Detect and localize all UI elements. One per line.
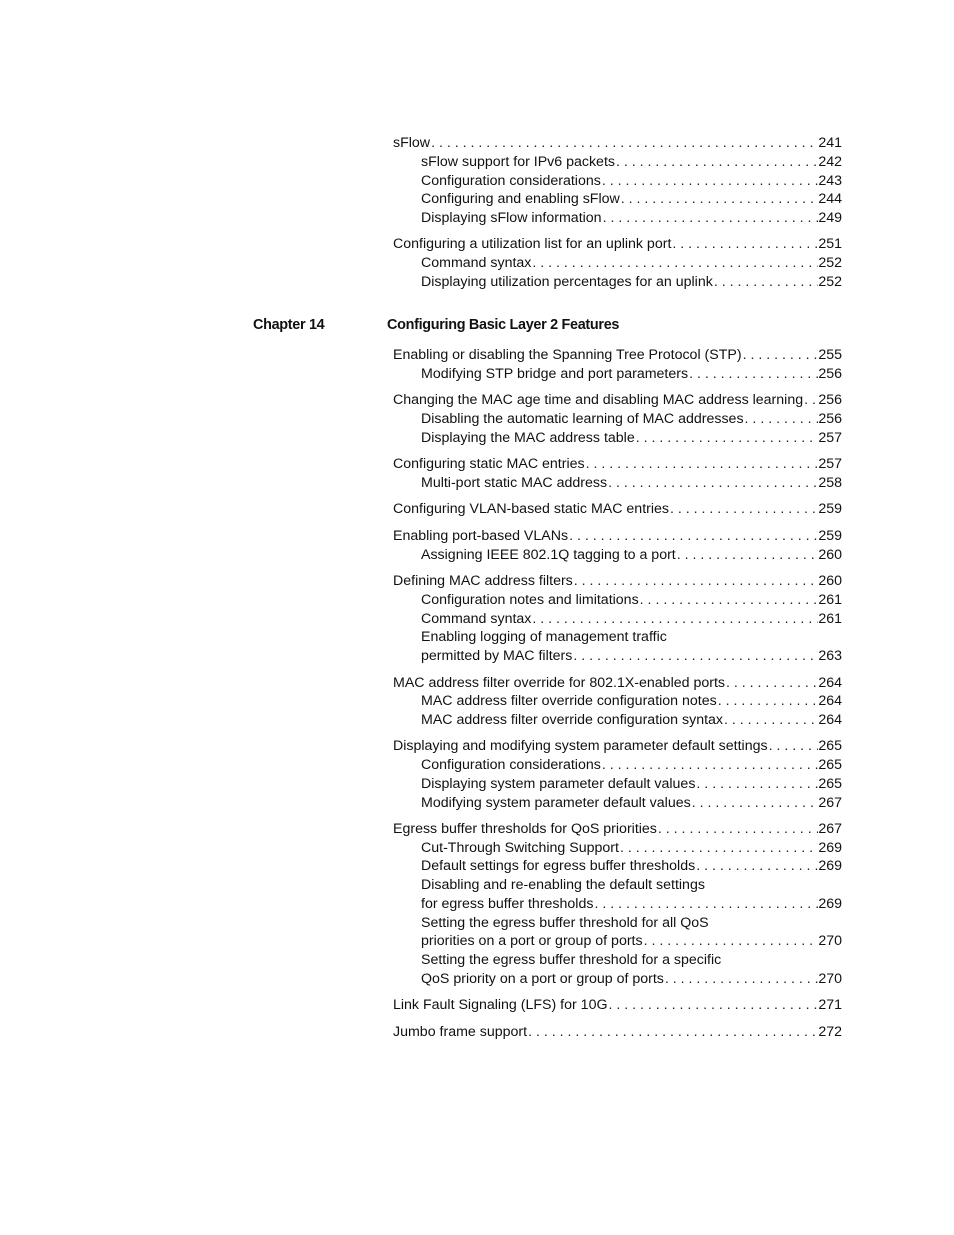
toc-entry-page: 259 [818,528,842,544]
toc-entry[interactable] [421,951,842,970]
toc-entry-title: permitted by MAC filters [421,648,573,664]
toc-leader-dots [643,932,819,951]
toc-entry[interactable] [421,628,842,647]
toc-entry-title: Egress buffer thresholds for QoS priorities [393,821,657,837]
toc-entry-title: Enabling logging of management traffic [421,629,667,645]
toc-leader-dots [688,365,818,384]
toc-leader-dots [568,527,818,546]
toc-entry-title: Configuration considerations [421,173,601,189]
toc-entry[interactable] [421,190,842,209]
toc-leader-dots [717,692,819,711]
toc-entry-title: Command syntax [421,611,532,627]
toc-entry-page: 257 [818,456,842,472]
toc-entry-title: Changing the MAC age time and disabling MAC address learning [393,392,804,408]
toc-entry-title: Cut-Through Switching Support [421,840,619,856]
toc-entry-title: priorities on a port or group of ports [421,933,643,949]
toc-entry[interactable] [421,970,842,989]
toc-entry[interactable] [421,914,842,933]
toc-entry-page: 241 [818,135,842,151]
toc-entry[interactable] [421,172,842,191]
toc-leader-dots [768,737,819,756]
toc-entry-page: 270 [818,971,842,987]
toc-entry-page: 265 [818,776,842,792]
toc-leader-dots [744,410,819,429]
toc-entry-page: 259 [818,501,842,517]
toc-leader-dots [531,254,818,273]
toc-entry-page: 249 [818,210,842,226]
toc-entry[interactable] [421,839,842,858]
toc-entry-page: 267 [818,821,842,837]
toc-entry[interactable] [421,692,842,711]
toc-entry-page: 258 [818,475,842,491]
toc-entry-title: QoS priority on a port or group of ports [421,971,664,987]
toc-entry-title: Multi-port static MAC address [421,475,608,491]
toc-entry[interactable] [421,876,842,895]
toc-entry-title: Configuring static MAC entries [393,456,585,472]
toc-entry[interactable] [393,572,842,591]
toc-entry-title: Displaying sFlow information [421,210,602,226]
toc-entry-page: 252 [818,274,842,290]
toc-entry[interactable] [421,794,842,813]
toc-entry-title: Setting the egress buffer threshold for all QoS [421,915,709,931]
chapter-label: Chapter 14 [253,317,325,333]
toc-entry-title: Configuration notes and limitations [421,592,639,608]
toc-entry-title: Displaying system parameter default values [421,776,696,792]
toc-entry-title: Enabling port-based VLANs [393,528,569,544]
toc-entry-page: 270 [818,933,842,949]
toc-entry[interactable] [421,153,842,172]
toc-leader-dots [585,455,819,474]
toc-leader-dots [593,895,818,914]
toc-entry-page: 264 [818,675,842,691]
toc-entry-page: 260 [818,573,842,589]
toc-entry-title: Displaying the MAC address table [421,430,635,446]
toc-entry-page: 269 [818,896,842,912]
toc-leader-dots [803,391,818,410]
toc-entry[interactable] [421,429,842,448]
toc-entry-title: Configuration considerations [421,757,601,773]
toc-entry-title: Link Fault Signaling (LFS) for 10G [393,997,608,1013]
toc-entry-page: 264 [818,712,842,728]
toc-entry[interactable] [393,455,842,474]
toc-entry[interactable] [421,209,842,228]
toc-entry-title: sFlow [393,135,431,151]
toc-entry-page: 255 [818,347,842,363]
toc-entry-title: Enabling or disabling the Spanning Tree Protocol (STP) [393,347,742,363]
toc-leader-dots [669,500,818,519]
toc-entry-page: 267 [818,795,842,811]
toc-leader-dots [635,429,819,448]
toc-leader-dots [527,1023,818,1042]
toc-entry-title: Command syntax [421,255,532,271]
toc-leader-dots [573,572,819,591]
toc-entry-title: MAC address filter override for 802.1X-enabled ports [393,675,725,691]
toc-leader-dots [602,209,819,228]
toc-entry-title: Configuring a utilization list for an uplink port [393,236,672,252]
toc-entry[interactable] [421,474,842,493]
toc-leader-dots [695,857,818,876]
toc-leader-dots [676,546,819,565]
toc-entry[interactable] [421,711,842,730]
toc-entry-title: Default settings for egress buffer thresholds [421,858,696,874]
toc-entry-page: 265 [818,757,842,773]
toc-entry-title: Displaying and modifying system parameter default settings [393,738,768,754]
toc-leader-dots [615,153,818,172]
toc-entry[interactable] [421,756,842,775]
toc-entry[interactable] [393,235,842,254]
toc-entry[interactable] [393,346,842,365]
toc-entry[interactable] [393,527,842,546]
toc-entry-page: 272 [818,1024,842,1040]
toc-entry-page: 269 [818,858,842,874]
toc-entry[interactable] [421,254,842,273]
toc-entry-page: 269 [818,840,842,856]
toc-entry-page: 261 [818,611,842,627]
toc-entry[interactable] [393,1023,842,1042]
toc-leader-dots [742,346,819,365]
toc-entry-title: Configuring VLAN-based static MAC entries [393,501,669,517]
toc-entry-title: Disabling the automatic learning of MAC addresses [421,411,744,427]
toc-entry[interactable] [393,996,842,1015]
toc-entry-page: 264 [818,693,842,709]
toc-entry-title: MAC address filter override configuration notes [421,693,717,709]
toc-entry-page: 252 [818,255,842,271]
toc-entry-page: 271 [818,997,842,1013]
toc-leader-dots [620,190,819,209]
toc-leader-dots [725,674,818,693]
toc-leader-dots [601,172,819,191]
toc-entry-page: 251 [818,236,842,252]
toc-entry-title: Modifying system parameter default values [421,795,691,811]
toc-entry-title: Setting the egress buffer threshold for a specific [421,952,722,968]
toc-entry[interactable] [393,737,842,756]
toc-leader-dots [657,820,818,839]
toc-entry-page: 244 [818,191,842,207]
toc-leader-dots [695,775,818,794]
toc-entry[interactable] [393,134,842,153]
toc-entry-page: 243 [818,173,842,189]
toc-entry-title: Modifying STP bridge and port parameters [421,366,689,382]
toc-leader-dots [572,647,818,666]
toc-leader-dots [723,711,818,730]
toc-entry[interactable] [421,273,842,292]
toc-leader-dots [671,235,818,254]
toc-entry-page: 260 [818,547,842,563]
toc-entry-title: sFlow support for IPv6 packets [421,154,615,170]
toc-entry-page: 256 [818,392,842,408]
toc-entry[interactable] [393,500,842,519]
toc-entry-title: for egress buffer thresholds [421,896,594,912]
toc-leader-dots [607,474,818,493]
toc-leader-dots [608,996,819,1015]
toc-entry-page: 256 [818,411,842,427]
toc-entry[interactable] [421,857,842,876]
toc-entry-page: 256 [818,366,842,382]
toc-entry-page: 261 [818,592,842,608]
toc-entry-page: 265 [818,738,842,754]
toc-entry-page: 242 [818,154,842,170]
toc-leader-dots [430,134,818,153]
toc-leader-dots [531,610,818,629]
toc-entry[interactable] [421,895,842,914]
toc-entry[interactable] [421,591,842,610]
toc-entry[interactable] [393,674,842,693]
toc-leader-dots [713,273,819,292]
toc-entry-title: Displaying utilization percentages for an uplink [421,274,713,290]
toc-leader-dots [691,794,819,813]
toc-entry[interactable] [421,647,842,666]
toc-leader-dots [664,970,818,989]
toc-entry[interactable] [393,820,842,839]
toc-entry-title: Assigning IEEE 802.1Q tagging to a port [421,547,676,563]
toc-entry[interactable] [421,546,842,565]
toc-entry-title: Disabling and re-enabling the default settings [421,877,705,893]
toc-leader-dots [619,839,818,858]
toc-entry[interactable] [421,932,842,951]
toc-leader-dots [601,756,819,775]
toc-entry[interactable] [393,391,842,410]
toc-entry-page: 263 [818,648,842,664]
toc-entry[interactable] [421,365,842,384]
toc-entry[interactable] [421,775,842,794]
chapter-title: Configuring Basic Layer 2 Features [387,317,620,333]
toc-entry-title: Jumbo frame support [393,1024,528,1040]
toc-entry-title: Configuring and enabling sFlow [421,191,620,207]
toc-entry[interactable] [421,410,842,429]
toc-entry[interactable] [421,610,842,629]
toc-entry-page: 257 [818,430,842,446]
toc-leader-dots [639,591,819,610]
toc-entry-title: Defining MAC address filters [393,573,573,589]
toc-entry-title: MAC address filter override configuration syntax [421,712,724,728]
